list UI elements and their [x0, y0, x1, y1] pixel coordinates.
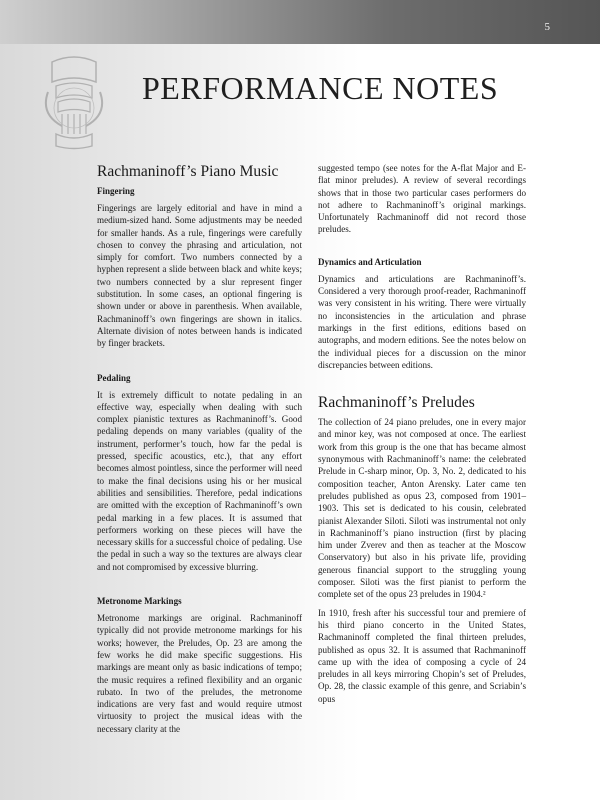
paragraph-dynamics: Dynamics and articulations are Rachmaninoff’s. Considered a very thorough proof-reader, Rachmaninoff was very consistent in his writing. There were virtually no inconsistencies in the articulation and phrase markings in the first editions, editions based on autographs, and modern editions. See the notes below on the individual pieces for a discussion on the minor discrepancies between editions. [318, 273, 526, 370]
subheading-dynamics: Dynamics and Articulation [318, 256, 422, 267]
paragraph-metronome: Metronome markings are original. Rachmaninoff typically did not provide metronome markings for his works; however, the Preludes, Op. 23 are among the few works he did make specific suggestions. His markings are meant only as basic indications of tempo; the music requires a refined flexibility and an organic rubato. In two of the preludes, the metronome indications are very fast and would require utmost virtuosity to project the musical ideas with the necessary clarity at the [97, 613, 302, 734]
paragraph-preludes-opus32: In 1910, fresh after his successful tour and premiere of his third piano concerto in the United States, Rachmaninoff completed the final thirteen preludes, published as opus 32. It is assumed that Rachmaninoff came up with the idea of composing a cycle of 24 preludes in all keys mirroring Chopin’s set of Preludes, Op. 28, the classic example of this genre, and Scriabin’s opus [318, 607, 526, 704]
section-heading-piano-music: Rachmaninoff’s Piano Music [97, 163, 279, 180]
right-column [318, 162, 526, 711]
page-number: 5 [544, 21, 550, 33]
subheading-fingering: Fingering [97, 186, 135, 196]
page-title: PERFORMANCE NOTES [142, 70, 499, 106]
paragraph-fingering: Fingerings are largely editorial and have in mind a medium-sized hand. Some adjustments may be needed for smaller hands. As a rule, fingerings were carefully chosen to convey the phrasing and articulation, not simply for comfort. Two numbers connected by a hyphen represent a slide between black and white keys; two numbers connected by a slur represent finger substitution. In some cases, an optional fingering is shown under or above in parenthesis. When available, Rachmaninoff’s own fingerings are shown in italics. Alternate division of notes between hands is indicated by finger brackets. [97, 203, 302, 349]
subheading-metronome: Metronome Markings [97, 596, 182, 607]
paragraph-pedaling: It is extremely difficult to notate pedaling in an effective way, especially when dealing with such complex pianistic textures as Rachmaninoff’s. Good pedaling depends on many variables (quality of the instrument, performer’s touch, how far the pedal is pressed, specific acoustics, etc.), that any effort becomes almost pointless, since the performer will need to make the final decisions using his or her musical abilities and sensibilities. Therefore, pedal indications are omitted with the exception of Rachmaninoff’s own pedal marking in a few places. It is assumed that performers working on these pieces will have the necessary skills for a successful choice of pedaling. Use the pedal in such a way so the textures are always clear and not compromised by excessive blurring. [97, 389, 302, 572]
subheading-pedaling: Pedaling [97, 372, 131, 383]
header-band [0, 0, 600, 44]
left-column [97, 160, 302, 741]
paragraph-tempo-continuation: suggested tempo (see notes for the A-flat Major and E-flat minor preludes). A review of several recordings shows that in those two particular cases performers do not adhere to Rachmaninoff’s original markings. Unfortunately Rachmaninoff did not record those preludes. [318, 163, 526, 235]
laborum-dulce-lenimen-emblem-icon [38, 52, 110, 152]
section-heading-preludes: Rachmaninoff’s Preludes [318, 394, 475, 412]
paragraph-preludes-history: The collection of 24 piano preludes, one in every major and minor key, was not composed at once. The earliest work from this group is the one that has became almost synonymous with Rachmaninoff’s name: the celebrated Prelude in C-sharp minor, Op. 3, No. 2, dedicated to his composition teacher, Anton Arensky. Later came ten preludes published as opus 23, composed from 1901–1903. This set is dedicated to his cousin, celebrated pianist Alexander Siloti. Siloti was instrumental not only in Rachmaninoff’s piano instruction (first by placing him under Zverev and then as teacher at the Moscow Conservatory) but also in his private life, providing generous financial support to the struggling young composer. Siloti was the first pianist to perform the complete set of the opus 23 preludes in 1904.² [318, 417, 526, 600]
